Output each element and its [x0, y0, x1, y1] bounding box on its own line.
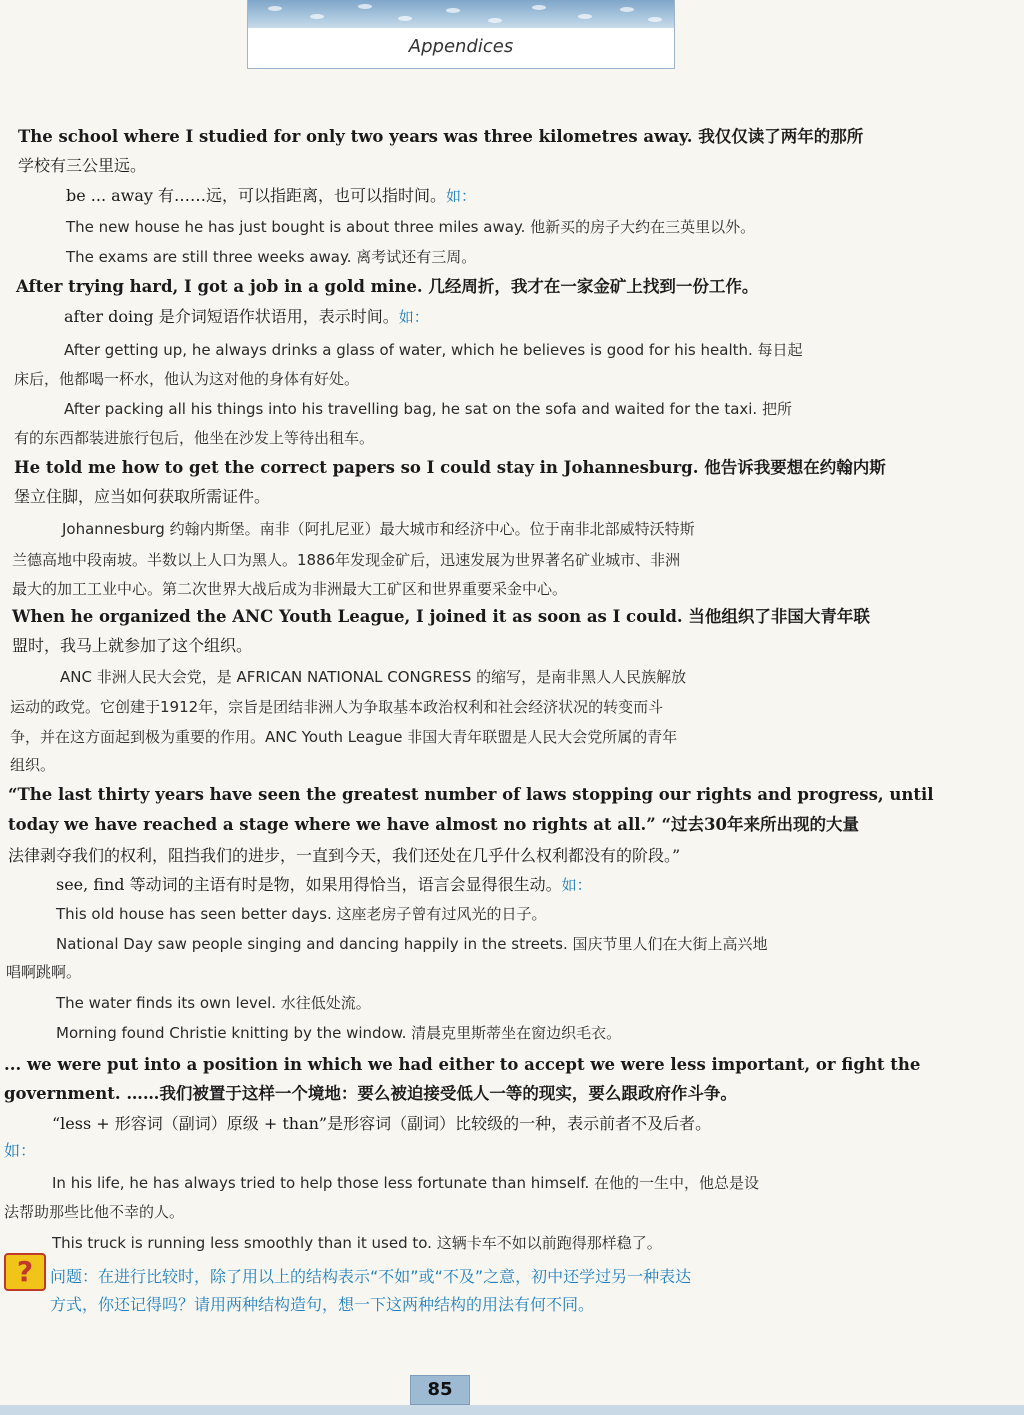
note-text: ANC 非洲人民大会党，是 AFRICAN NATIONAL CONGRESS 的缩写，是南非黑人人民族解放	[60, 668, 687, 686]
example-sentence: 有的东西都装进旅行包后，他坐在沙发上等待出租车。	[14, 429, 375, 447]
key-sentence: After trying hard, I got a job in a gold mine. 几经周折，我才在一家金矿上找到一份工作。	[16, 277, 759, 296]
explanation-body: after doing 是介词短语作状语用，表示时间。	[64, 307, 399, 326]
example-sentence: Morning found Christie knitting by the window. 清晨克里斯蒂坐在窗边织毛衣。	[56, 1024, 622, 1042]
example-sentence: 法帮助那些比他不幸的人。	[4, 1203, 185, 1221]
note-text: Johannesburg 约翰内斯堡。南非（阿扎尼亚）最大城市和经济中心。位于南非北部威特沃特斯	[62, 520, 695, 538]
note-text: 最大的加工工业中心。第二次世界大战后成为非洲最大工矿区和世界重要采金中心。	[12, 580, 568, 598]
translation-text: 盟时，我马上就参加了这个组织。	[12, 636, 253, 655]
example-marker: 如：	[4, 1141, 37, 1160]
example-marker: 如：	[561, 876, 592, 894]
key-sentence: ... we were put into a position in which we had either to accept we were less important, or fight the	[4, 1055, 921, 1074]
section-title: Appendices	[408, 36, 514, 57]
explanation-text	[66, 185, 476, 207]
explanation-text: “less + 形容词（副词）原级 + than”是形容词（副词）比较级的一种，表示前者不及后者。	[52, 1114, 712, 1133]
key-sentence: When he organized the ANC Youth League, I joined it as soon as I could. 当他组织了非国大青年联	[12, 607, 870, 626]
translation-text: 学校有三公里远。	[18, 156, 147, 175]
question-mark-icon: ?	[4, 1253, 46, 1291]
example-sentence: This truck is running less smoothly than it used to. 这辆卡车不如以前跑得那样稳了。	[52, 1234, 662, 1252]
example-sentence: 唱啊跳啊。	[6, 963, 82, 981]
translation-text: 堡立住脚，应当如何获取所需证件。	[14, 487, 271, 506]
example-marker: 如：	[446, 187, 477, 205]
key-sentence: today we have reached a stage where we have almost no rights at all.” “过去30年来所出现的大量	[8, 815, 859, 834]
key-sentence: “The last thirty years have seen the greatest number of laws stopping our rights and progress, until	[8, 785, 934, 804]
key-sentence: government. ……我们被置于这样一个境地：要么被迫接受低人一等的现实，要么跟政府作斗争。	[4, 1084, 737, 1103]
note-text: 运动的政党。它创建于1912年，宗旨是团结非洲人为争取基本政治权利和社会经济状况的转变而斗	[10, 698, 664, 716]
example-sentence: In his life, he has always tried to help those less fortunate than himself. 在他的一生中，他总是设	[52, 1174, 759, 1192]
example-marker: 如：	[398, 308, 429, 326]
section-header	[247, 0, 675, 69]
key-sentence: He told me how to get the correct papers so I could stay in Johannesburg. 他告诉我要想在约翰内斯	[14, 458, 886, 477]
translation-text: 法律剥夺我们的权利，阻挡我们的进步，一直到今天，我们还处在几乎什么权利都没有的阶段。”	[8, 846, 681, 865]
explanation-text	[56, 874, 592, 896]
example-sentence: The new house he has just bought is about three miles away. 他新买的房子大约在三英里以外。	[66, 218, 756, 236]
key-sentence: The school where I studied for only two years was three kilometres away. 我仅仅读了两年的那所	[18, 127, 864, 146]
footer-band	[0, 1405, 1024, 1415]
example-sentence: The exams are still three weeks away. 离考试还有三周。	[66, 248, 477, 266]
example-sentence: This old house has seen better days. 这座老房子曾有过风光的日子。	[56, 905, 547, 923]
example-sentence: 床后，他都喝一杯水，他认为这对他的身体有好处。	[14, 370, 360, 388]
question-text: 方式，你还记得吗？请用两种结构造句，想一下这两种结构的用法有何不同。	[50, 1295, 595, 1314]
page-number: 85	[410, 1375, 470, 1405]
header-decorative-band	[248, 0, 674, 28]
example-sentence: The water finds its own level. 水往低处流。	[56, 994, 371, 1012]
explanation-text	[64, 306, 429, 328]
example-sentence: After packing all his things into his travelling bag, he sat on the sofa and waited for the taxi. 把所	[64, 400, 792, 418]
explanation-body: be ... away 有……远，可以指距离，也可以指时间。	[66, 186, 447, 205]
note-text: 争，并在这方面起到极为重要的作用。ANC Youth League 非国大青年联盟是人民大会党所属的青年	[10, 728, 678, 746]
note-text: 组织。	[10, 756, 56, 774]
question-text: 问题：在进行比较时，除了用以上的结构表示“不如”或“不及”之意，初中还学过另一种表达	[50, 1267, 692, 1286]
example-sentence: After getting up, he always drinks a glass of water, which he believes is good for his health. 每日起	[64, 341, 803, 359]
explanation-body: see, find 等动词的主语有时是物，如果用得恰当，语言会显得很生动。	[56, 875, 562, 894]
example-sentence: National Day saw people singing and dancing happily in the streets. 国庆节里人们在大街上高兴地	[56, 935, 768, 953]
note-text: 兰德高地中段南坡。半数以上人口为黑人。1886年发现金矿后，迅速发展为世界著名矿业城市、非洲	[12, 551, 681, 569]
